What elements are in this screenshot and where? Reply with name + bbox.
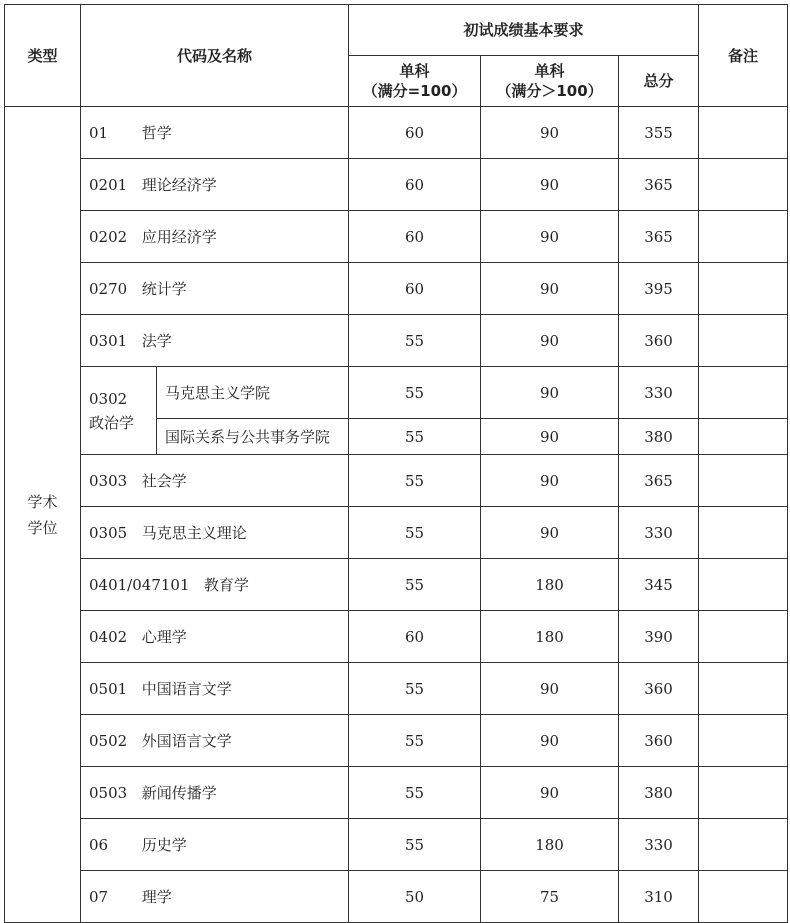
single-100-score: 55 bbox=[349, 715, 481, 767]
discipline-name bbox=[81, 871, 349, 923]
discipline-code: 0502 bbox=[89, 732, 128, 750]
header-single-over-line2: （满分＞100） bbox=[496, 82, 603, 100]
discipline-title: 哲学 bbox=[141, 124, 172, 142]
total-score: 365 bbox=[619, 159, 699, 211]
table-row bbox=[5, 819, 788, 871]
single-100-score: 55 bbox=[349, 455, 481, 507]
remark bbox=[699, 559, 788, 611]
single-100-score: 55 bbox=[349, 367, 481, 419]
single-over-score: 90 bbox=[481, 159, 619, 211]
discipline-title: 理论经济学 bbox=[141, 176, 217, 194]
remark bbox=[699, 455, 788, 507]
remark bbox=[699, 419, 788, 455]
single-over-score: 90 bbox=[481, 263, 619, 315]
single-100-score: 60 bbox=[349, 107, 481, 159]
discipline-name bbox=[81, 263, 349, 315]
single-100-score: 50 bbox=[349, 871, 481, 923]
single-over-score: 180 bbox=[481, 559, 619, 611]
total-score: 345 bbox=[619, 559, 699, 611]
single-100-score: 60 bbox=[349, 611, 481, 663]
discipline-title: 马克思主义理论 bbox=[141, 524, 247, 542]
remark bbox=[699, 871, 788, 923]
table-row bbox=[5, 663, 788, 715]
header-single-100-line2: （满分=100） bbox=[362, 82, 467, 100]
remark bbox=[699, 367, 788, 419]
remark bbox=[699, 715, 788, 767]
single-over-score: 90 bbox=[481, 107, 619, 159]
category-cell bbox=[5, 107, 81, 923]
single-100-score: 60 bbox=[349, 263, 481, 315]
header-remark: 备注 bbox=[699, 5, 788, 107]
single-over-score: 90 bbox=[481, 715, 619, 767]
header-total: 总分 bbox=[619, 56, 699, 107]
discipline-name bbox=[81, 315, 349, 367]
discipline-code: 0305 bbox=[89, 524, 128, 542]
remark bbox=[699, 767, 788, 819]
single-100-score: 55 bbox=[349, 507, 481, 559]
total-score: 360 bbox=[619, 315, 699, 367]
table-row bbox=[5, 559, 788, 611]
discipline-code: 0402 bbox=[89, 628, 128, 646]
table-row bbox=[5, 871, 788, 923]
single-over-score: 90 bbox=[481, 367, 619, 419]
discipline-name bbox=[81, 107, 349, 159]
total-score: 380 bbox=[619, 419, 699, 455]
discipline-title: 心理学 bbox=[141, 628, 187, 646]
header-single-100 bbox=[349, 56, 481, 107]
discipline-name bbox=[81, 663, 349, 715]
single-over-score: 90 bbox=[481, 663, 619, 715]
remark bbox=[699, 819, 788, 871]
discipline-title: 理学 bbox=[141, 888, 172, 906]
discipline-code: 01 bbox=[89, 124, 109, 142]
single-100-score: 55 bbox=[349, 559, 481, 611]
discipline-code: 07 bbox=[89, 888, 109, 906]
discipline-name bbox=[81, 767, 349, 819]
discipline-title: 中国语言文学 bbox=[141, 680, 232, 698]
category-line1: 学术 bbox=[27, 492, 58, 511]
single-over-score: 75 bbox=[481, 871, 619, 923]
header-single-100-line1: 单科 bbox=[399, 62, 430, 80]
remark bbox=[699, 211, 788, 263]
remark bbox=[699, 507, 788, 559]
remark bbox=[699, 159, 788, 211]
discipline-code: 06 bbox=[89, 836, 109, 854]
total-score: 330 bbox=[619, 819, 699, 871]
total-score: 395 bbox=[619, 263, 699, 315]
discipline-name bbox=[81, 819, 349, 871]
discipline-code: 0301 bbox=[89, 332, 128, 350]
discipline-code: 0303 bbox=[89, 472, 128, 490]
single-100-score: 55 bbox=[349, 315, 481, 367]
header-score-requirements: 初试成绩基本要求 bbox=[349, 5, 699, 56]
table-row bbox=[5, 211, 788, 263]
table-row-sub bbox=[5, 367, 788, 419]
header-single-over-100 bbox=[481, 56, 619, 107]
discipline-title: 外国语言文学 bbox=[141, 732, 232, 750]
discipline-name bbox=[81, 715, 349, 767]
discipline-name bbox=[81, 159, 349, 211]
single-over-score: 180 bbox=[481, 819, 619, 871]
table-row bbox=[5, 107, 788, 159]
discipline-name bbox=[81, 611, 349, 663]
single-over-score: 90 bbox=[481, 455, 619, 507]
single-100-score: 55 bbox=[349, 663, 481, 715]
header-type: 类型 bbox=[5, 5, 81, 107]
table-row bbox=[5, 611, 788, 663]
discipline-title: 新闻传播学 bbox=[141, 784, 217, 802]
single-over-score: 90 bbox=[481, 211, 619, 263]
single-100-score: 55 bbox=[349, 767, 481, 819]
remark bbox=[699, 611, 788, 663]
total-score: 390 bbox=[619, 611, 699, 663]
category-line2: 学位 bbox=[27, 518, 58, 537]
score-requirements-table bbox=[4, 4, 788, 923]
single-over-score: 90 bbox=[481, 507, 619, 559]
discipline-name bbox=[81, 507, 349, 559]
discipline-code: 0201 bbox=[89, 176, 128, 194]
sub-institute-name: 国际关系与公共事务学院 bbox=[157, 419, 349, 455]
table-row bbox=[5, 263, 788, 315]
discipline-name bbox=[81, 559, 349, 611]
political-code: 0302 bbox=[89, 389, 128, 408]
single-over-score: 90 bbox=[481, 767, 619, 819]
table-row bbox=[5, 159, 788, 211]
sub-institute-name: 马克思主义学院 bbox=[157, 367, 349, 419]
single-100-score: 60 bbox=[349, 211, 481, 263]
single-100-score: 60 bbox=[349, 159, 481, 211]
discipline-code: 0401/047101 bbox=[89, 576, 190, 594]
remark bbox=[699, 315, 788, 367]
discipline-title: 历史学 bbox=[141, 836, 187, 854]
table-row bbox=[5, 315, 788, 367]
political-science-group bbox=[81, 367, 157, 455]
table-row bbox=[5, 507, 788, 559]
total-score: 365 bbox=[619, 455, 699, 507]
total-score: 310 bbox=[619, 871, 699, 923]
discipline-code: 0270 bbox=[89, 280, 128, 298]
single-over-score: 180 bbox=[481, 611, 619, 663]
total-score: 380 bbox=[619, 767, 699, 819]
discipline-title: 统计学 bbox=[141, 280, 187, 298]
total-score: 365 bbox=[619, 211, 699, 263]
discipline-title: 教育学 bbox=[203, 576, 249, 594]
header-single-over-line1: 单科 bbox=[534, 62, 565, 80]
discipline-code: 0501 bbox=[89, 680, 128, 698]
discipline-code: 0503 bbox=[89, 784, 128, 802]
discipline-name bbox=[81, 211, 349, 263]
total-score: 330 bbox=[619, 367, 699, 419]
header-code-name: 代码及名称 bbox=[81, 5, 349, 107]
total-score: 355 bbox=[619, 107, 699, 159]
discipline-title: 社会学 bbox=[141, 472, 187, 490]
discipline-code: 0202 bbox=[89, 228, 128, 246]
single-over-score: 90 bbox=[481, 419, 619, 455]
remark bbox=[699, 263, 788, 315]
table-row bbox=[5, 715, 788, 767]
table-row bbox=[5, 455, 788, 507]
single-100-score: 55 bbox=[349, 819, 481, 871]
discipline-name bbox=[81, 455, 349, 507]
single-100-score: 55 bbox=[349, 419, 481, 455]
single-over-score: 90 bbox=[481, 315, 619, 367]
total-score: 360 bbox=[619, 715, 699, 767]
remark bbox=[699, 663, 788, 715]
remark bbox=[699, 107, 788, 159]
discipline-title: 法学 bbox=[141, 332, 172, 350]
table-row bbox=[5, 767, 788, 819]
total-score: 360 bbox=[619, 663, 699, 715]
discipline-title: 应用经济学 bbox=[141, 228, 217, 246]
political-name: 政治学 bbox=[89, 413, 135, 432]
total-score: 330 bbox=[619, 507, 699, 559]
